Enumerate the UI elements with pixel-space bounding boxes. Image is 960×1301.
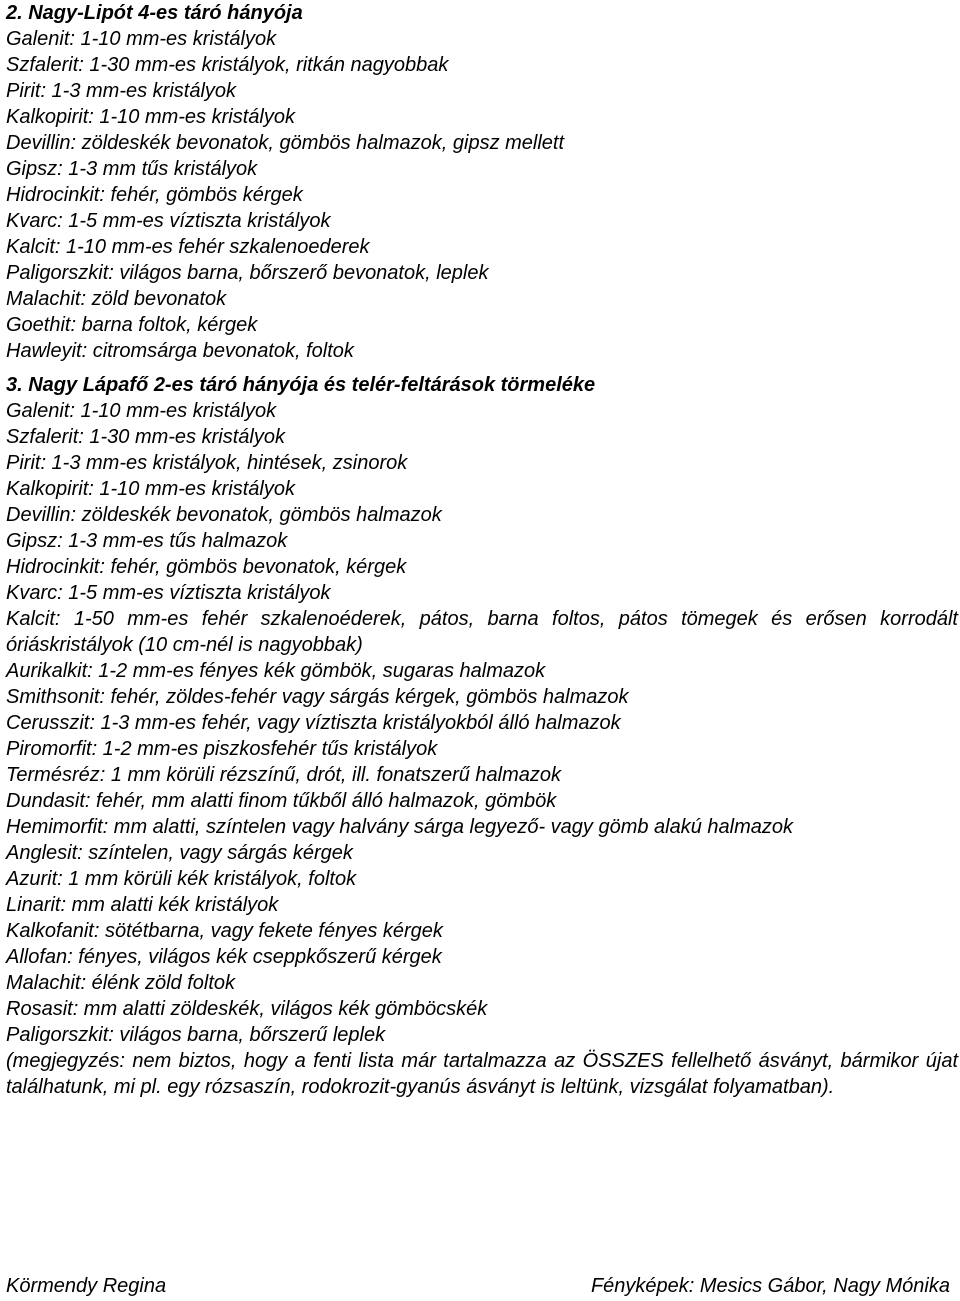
mineral-line: Dundasit: fehér, mm alatti finom tűkből álló halmazok, gömbök [6,790,557,812]
mineral-line: Szfalerit: 1-30 mm-es kristályok, ritkán nagyobbak [6,54,449,76]
mineral-line: Hidrocinkit: fehér, gömbös bevonatok, kérgek [6,556,407,578]
mineral-line: Pirit: 1-3 mm-es kristályok [6,80,237,102]
mineral-line: Anglesit: színtelen, vagy sárgás kérgek [6,842,353,864]
mineral-line: Gipsz: 1-3 mm tűs kristályok [6,158,258,180]
section-title: 2. Nagy-Lipót 4-es táró hányója [6,2,303,24]
document-page [6,0,958,1100]
mineral-line: Termésréz: 1 mm körüli rézszínű, drót, ill. fonatszerű halmazok [6,764,562,786]
mineral-line: Galenit: 1-10 mm-es kristályok [6,400,277,422]
section-nagy-lapafo [6,372,958,1100]
mineral-line: Goethit: barna foltok, kérgek [6,314,258,336]
mineral-line: Allofan: fényes, világos kék cseppkőszerű kérgek [6,946,442,968]
mineral-line: Hawleyit: citromsárga bevonatok, foltok [6,340,354,362]
mineral-line: Pirit: 1-3 mm-es kristályok, hintések, zsinorok [6,452,408,474]
section-title: 3. Nagy Lápafő 2-es táró hányója és telér-feltárások törmeléke [6,374,596,396]
mineral-line: Paligorszkit: világos barna, bőrszerű leplek [6,1024,386,1046]
mineral-line: Devillin: zöldeskék bevonatok, gömbös halmazok [6,504,442,526]
mineral-line: Linarit: mm alatti kék kristályok [6,894,279,916]
mineral-line: Hemimorfit: mm alatti, színtelen vagy halvány sárga legyező- vagy gömb alakú halmazok [6,816,794,838]
kalcit-paragraph: Kalcit: 1-50 mm-es fehér szkalenoéderek, pátos, barna foltos, pátos tömegek és erősen korrodált óriáskristályok (10 cm-nél is nagyobbak) [6,608,958,656]
mineral-line: Malachit: zöld bevonatok [6,288,227,310]
footer-author: Körmendy Regina [6,1275,167,1297]
mineral-line: Kalkopirit: 1-10 mm-es kristályok [6,478,295,500]
mineral-line: Kalkofanit: sötétbarna, vagy fekete fényes kérgek [6,920,443,942]
mineral-line: Hidrocinkit: fehér, gömbös kérgek [6,184,303,206]
mineral-line: Azurit: 1 mm körüli kék kristályok, foltok [6,868,357,890]
mineral-line: Paligorszkit: világos barna, bőrszerő bevonatok, leplek [6,262,489,284]
mineral-line: Kalkopirit: 1-10 mm-es kristályok [6,106,295,128]
mineral-line: Szfalerit: 1-30 mm-es kristályok [6,426,285,448]
mineral-line: Kvarc: 1-5 mm-es víztiszta kristályok [6,210,331,232]
mineral-line: Galenit: 1-10 mm-es kristályok [6,28,277,50]
mineral-line: Malachit: élénk zöld foltok [6,972,236,994]
mineral-line: Smithsonit: fehér, zöldes-fehér vagy sárgás kérgek, gömbös halmazok [6,686,629,708]
note-paragraph: (megjegyzés: nem biztos, hogy a fenti lista már tartalmazza az ÖSSZES fellelhető ásványt, bármikor újat találhatunk, mi pl. egy rózsaszín, rodokrozit-gyanús ásványt is leltünk, vizsgálat folyamatban). [6,1050,958,1098]
mineral-line: Devillin: zöldeskék bevonatok, gömbös halmazok, gipsz mellett [6,132,565,154]
footer-photo-credits: Fényképek: Mesics Gábor, Nagy Mónika [590,1275,950,1297]
mineral-line: Kalcit: 1-10 mm-es fehér szkalenoederek [6,236,370,258]
mineral-line: Rosasit: mm alatti zöldeskék, világos kék gömböcskék [6,998,488,1020]
mineral-line: Cerusszit: 1-3 mm-es fehér, vagy víztiszta kristályokból álló halmazok [6,712,621,734]
section-nagy-lipot [6,0,958,364]
mineral-line: Aurikalkit: 1-2 mm-es fényes kék gömbök, sugaras halmazok [6,660,546,682]
page-footer [6,1273,950,1299]
mineral-line: Kvarc: 1-5 mm-es víztiszta kristályok [6,582,331,604]
mineral-line: Piromorfit: 1-2 mm-es piszkosfehér tűs kristályok [6,738,438,760]
mineral-line: Gipsz: 1-3 mm-es tűs halmazok [6,530,288,552]
